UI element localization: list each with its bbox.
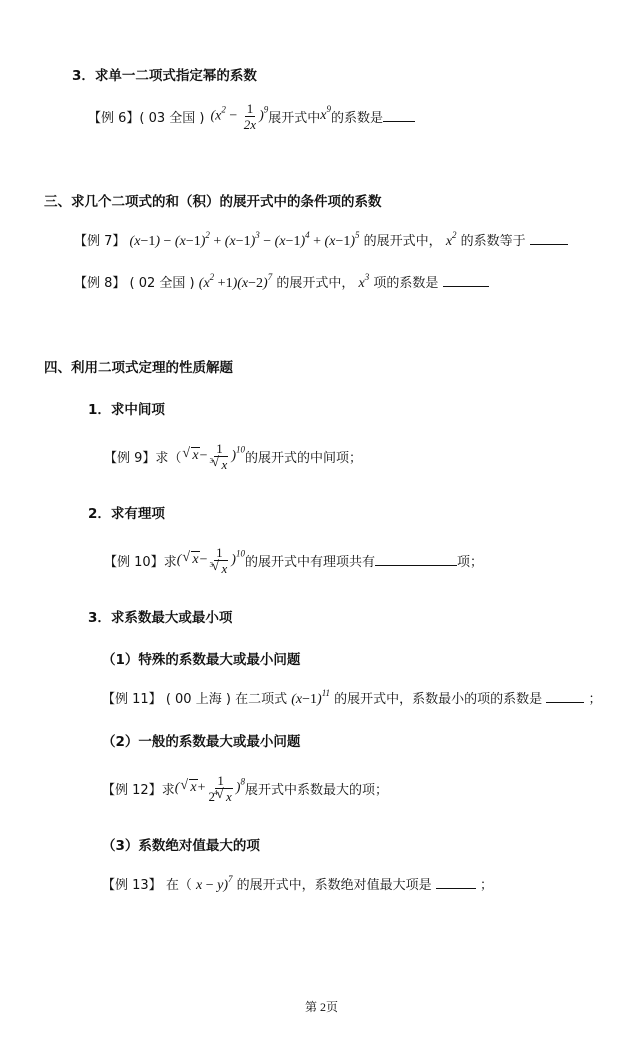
example-11-formula: $(x-1)^{11}$ xyxy=(291,688,331,707)
example-7-text-mid: 的展开式中， xyxy=(363,234,442,249)
example-12-label: 【例 12】 xyxy=(102,782,162,798)
example-6-label: 【例 6】 xyxy=(88,110,140,126)
example-10-formula: (√ x− 1 √ 3 x )$^{10}$ xyxy=(177,545,245,576)
example-8-term: $x^3$ xyxy=(358,272,370,291)
example-12 xyxy=(102,766,388,810)
example-13-text-end: ； xyxy=(479,878,493,893)
example-8-source: ( 02 全国 ) xyxy=(129,276,195,291)
example-8-answer-blank xyxy=(443,275,489,287)
example-7-text-end: 的系数等于 xyxy=(460,234,526,249)
example-11 xyxy=(102,688,601,708)
example-11-source: ( 00 上海 ) xyxy=(165,692,231,707)
example-6-formula: ($x^2$ − $\frac{1}{2x}$ )$^9$ xyxy=(210,100,269,132)
example-9 xyxy=(104,436,362,476)
example-8-text-mid: 的展开式中， xyxy=(276,276,355,291)
example-7 xyxy=(74,230,568,250)
example-6-term: $x^9$ xyxy=(320,104,331,123)
example-7-label: 【例 7】 xyxy=(74,234,126,249)
example-11-text-mid: 的展开式中，系数最小的项的系数是 xyxy=(334,692,543,707)
example-8 xyxy=(74,272,489,292)
part-2-title: （2）一般的系数最大或最小问题 xyxy=(102,734,301,750)
example-8-formula: $(x^2 +1)(x-2)^7$ xyxy=(198,272,273,291)
example-10-pre: 求 xyxy=(163,554,177,570)
example-13-formula: x − y)$^7$ xyxy=(195,874,233,893)
page-number: 第 2页 xyxy=(304,1000,338,1014)
example-10-text-end: 项； xyxy=(456,554,483,570)
example-10 xyxy=(104,540,483,580)
example-7-answer-blank xyxy=(530,233,568,245)
example-7-formula: $(x-1) - (x-1)^2 + (x-1)^3 - (x-1)^4 + (x-1)^5$ xyxy=(129,230,360,249)
example-12-pre: 求 xyxy=(161,782,175,798)
section-3-title: 3．求单一二项式指定幂的系数 xyxy=(72,68,257,84)
section-san-title: 三、求几个二项式的和（积）的展开式中的条件项的系数 xyxy=(44,194,382,210)
subsection-3-title: 3．求系数最大或最小项 xyxy=(88,610,233,626)
example-11-text-end: ； xyxy=(588,692,602,707)
example-11-label: 【例 11】 xyxy=(102,692,162,707)
example-13-text-mid: 的展开式中，系数绝对值最大项是 xyxy=(236,878,432,893)
example-11-pre: 在二项式 xyxy=(235,692,288,707)
example-6 xyxy=(88,96,415,136)
example-8-text-end: 项的系数是 xyxy=(373,276,439,291)
example-6-text-mid: 展开式中 xyxy=(268,110,321,126)
example-7-term: $x^2$ xyxy=(445,230,457,249)
example-11-answer-blank xyxy=(546,691,584,703)
example-8-label: 【例 8】 xyxy=(74,276,126,291)
example-13-label: 【例 13】 xyxy=(102,878,162,893)
subsection-2-title: 2．求有理项 xyxy=(88,506,165,522)
example-9-label: 【例 9】 xyxy=(104,450,156,466)
part-1-title: （1）特殊的系数最大或最小问题 xyxy=(102,652,301,668)
example-13-pre: 在（ xyxy=(165,878,192,893)
example-13 xyxy=(102,874,493,894)
subsection-1-title: 1．求中间项 xyxy=(88,402,165,418)
example-10-text-mid: 的展开式中有理项共有 xyxy=(244,554,375,570)
example-9-text-end: 的展开式的中间项； xyxy=(245,450,363,466)
example-10-label: 【例 10】 xyxy=(104,554,164,570)
example-12-formula: (√ x+ 1 2 √ 4 x )$^8$ xyxy=(175,773,245,804)
example-9-formula: √ x− 1 √ 3 x )$^{10}$ xyxy=(181,441,245,472)
example-9-pre: 求（ xyxy=(155,450,182,466)
example-12-text-end: 展开式中系数最大的项； xyxy=(244,782,388,798)
example-6-text-end: 的系数是 xyxy=(330,110,383,126)
example-6-answer-blank xyxy=(383,110,415,122)
part-3-title: （3）系数绝对值最大的项 xyxy=(102,838,260,854)
example-10-answer-blank xyxy=(375,554,457,566)
example-6-source: ( 03 全国 ) xyxy=(139,110,205,126)
example-13-answer-blank xyxy=(436,877,476,889)
section-si-title: 四、利用二项式定理的性质解题 xyxy=(44,360,233,376)
